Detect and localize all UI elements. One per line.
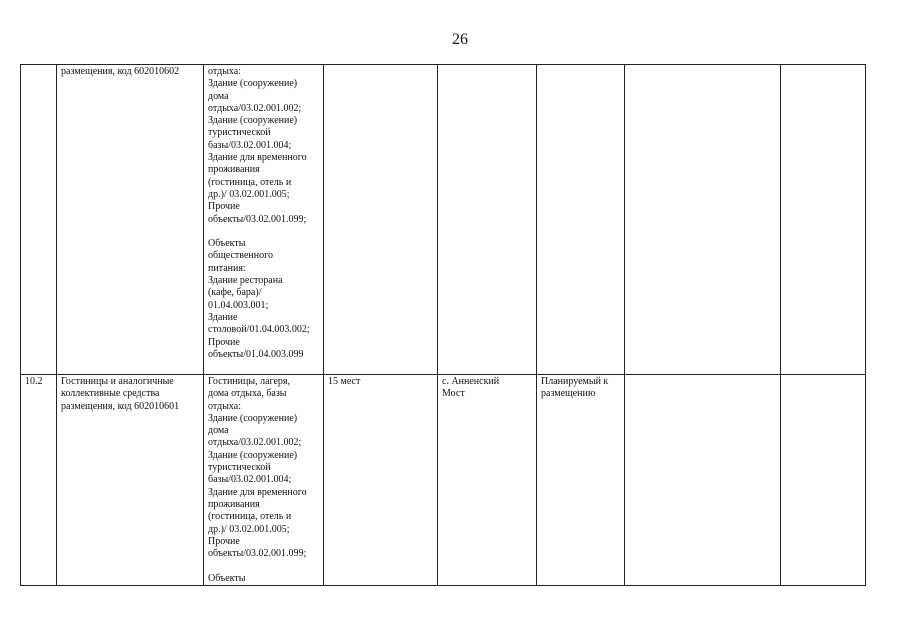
cell-capacity: 15 мест (324, 375, 438, 586)
scan-artifact-bottom (695, 634, 765, 640)
cell-object-types: Гостиницы, лагеря, дома отдыха, базы отдыха: Здание (сооружение) дома отдыха/03.02.001.002; Здание (сооружение) туристической базы/03.02.001.004; Здание для временного проживания (гостиница, отель и др.)/ 03.02.001.005; Прочие объекты/03.02.001.099; Объекты (204, 375, 324, 586)
cell-object-types: отдыха: Здание (сооружение) дома отдыха/03.02.001.002; Здание (сооружение) туристической базы/03.02.001.004; Здание для временного проживания (гостиница, отель и др.)/ 03.02.001.005; Прочие объекты/03.02.001.099; Объекты общественного питания: Здание ресторана (кафе, бара)/ 01.04.003.001; Здание столовой/01.04.003.002; Прочие объекты/01.04.003.099 (204, 65, 324, 375)
planning-table (20, 64, 866, 586)
table-row (21, 65, 866, 375)
cell-object-name: Гостиницы и аналогичные коллективные средства размещения, код 602010601 (57, 375, 204, 586)
cell-number: 10.2 (21, 375, 57, 586)
table-row (21, 375, 866, 586)
cell-column-8 (781, 375, 866, 586)
cell-location (438, 65, 537, 375)
page-number: 26 (452, 31, 468, 48)
cell-number (21, 65, 57, 375)
cell-column-8 (781, 65, 866, 375)
cell-capacity (324, 65, 438, 375)
cell-status: Планируемый к размещению (537, 375, 625, 586)
cell-status (537, 65, 625, 375)
cell-column-7 (625, 375, 781, 586)
cell-location: с. Анненский Мост (438, 375, 537, 586)
cell-column-7 (625, 65, 781, 375)
cell-object-name: размещения, код 602010602 (57, 65, 204, 375)
scan-artifact-top (695, 0, 765, 2)
